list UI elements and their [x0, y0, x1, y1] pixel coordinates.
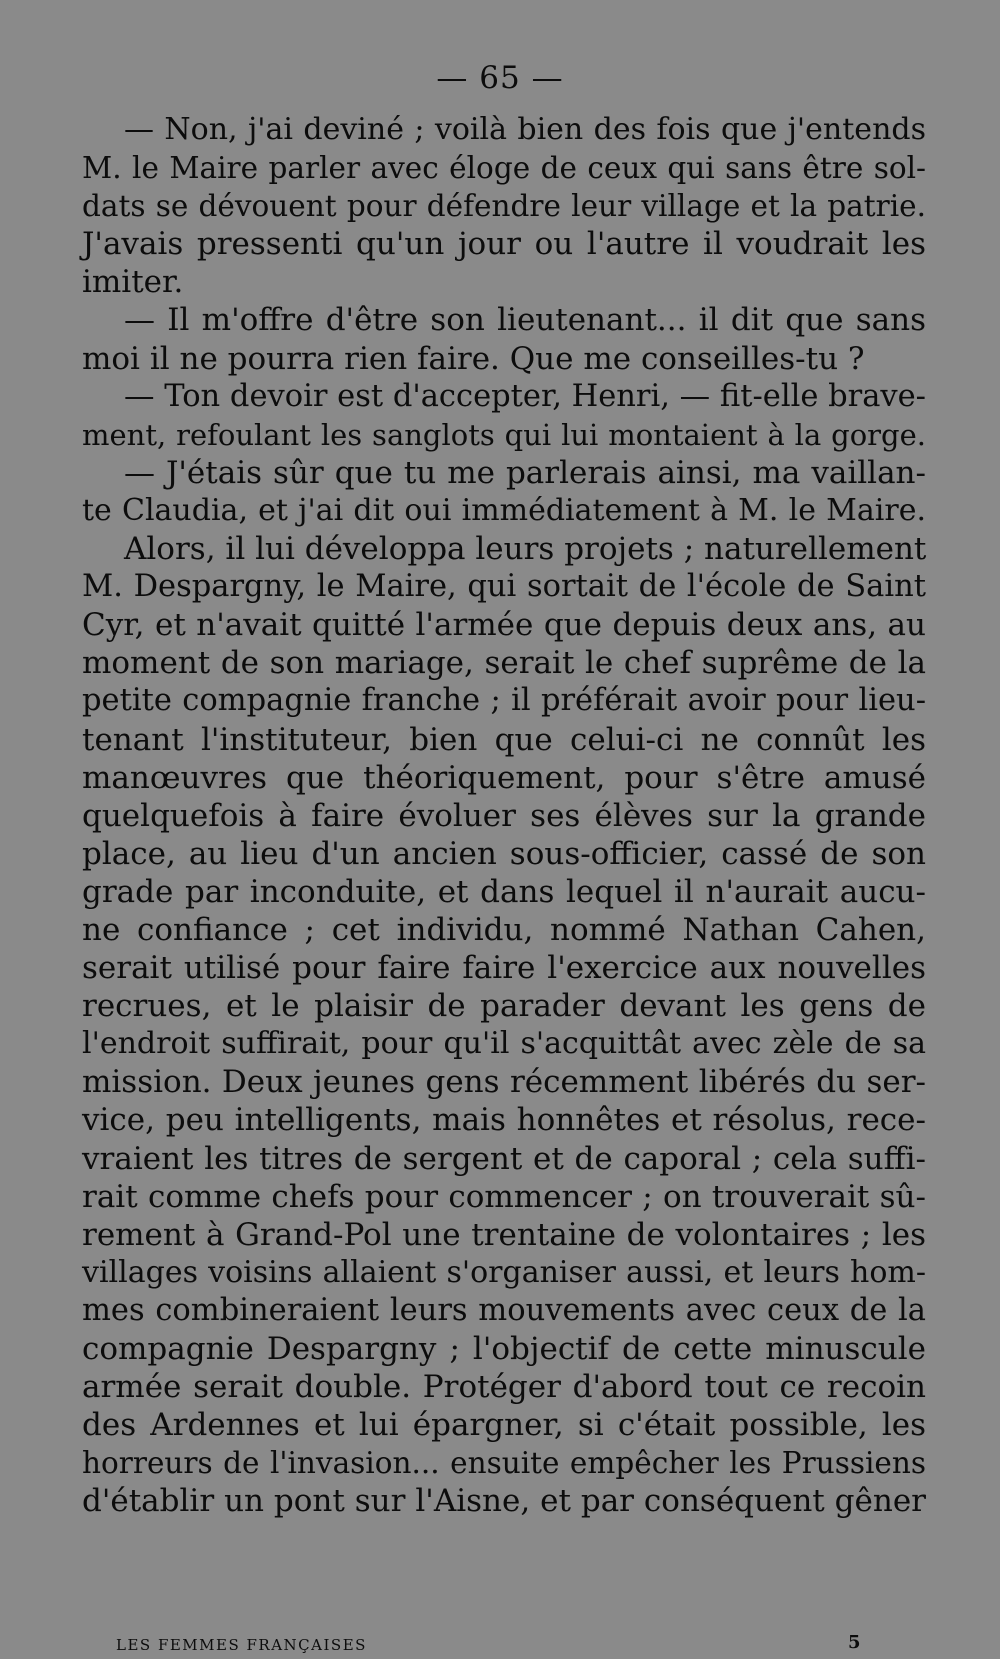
- text-line: recrues, et le plaisir de parader devant les gens de: [82, 988, 926, 1025]
- text-line: rait comme chefs pour commencer ; on trouverait sû-: [82, 1178, 926, 1215]
- text-line: moi il ne pourra rien faire. Que me conseilles-tu ?: [82, 340, 865, 377]
- text-line: Cyr, et n'avait quitté l'armée que depuis deux ans, au: [82, 607, 926, 644]
- text-line: ment, refoulant les sanglots qui lui montaient à la gorge.: [82, 417, 926, 452]
- text-line: imiter.: [82, 264, 184, 301]
- text-line: villages voisins allaient s'organiser aussi, et leurs hom-: [82, 1254, 926, 1290]
- page-number: — 65 —: [436, 60, 564, 96]
- text-line: des Ardennes et lui épargner, si c'était possible, les: [82, 1407, 926, 1444]
- text-line: compagnie Despargny ; l'objectif de cette minuscule: [82, 1331, 926, 1367]
- text-line: quelquefois à faire évoluer ses élèves sur la grande: [82, 797, 926, 834]
- text-line: vice, peu intelligents, mais honnêtes et résolus, rece-: [82, 1102, 926, 1139]
- text-line: moment de son mariage, serait le chef suprême de la: [82, 645, 926, 682]
- text-line: grade par inconduite, et dans lequel il n'aurait aucu-: [82, 873, 926, 910]
- text-line: manœuvres que théoriquement, pour s'être amusé: [82, 759, 926, 796]
- text-line: — J'étais sûr que tu me parlerais ainsi, ma vaillan-: [124, 454, 926, 491]
- text-line: — Non, j'ai deviné ; voilà bien des fois que j'entends: [124, 112, 926, 147]
- text-line: — Il m'offre d'être son lieutenant... il dit que sans: [124, 302, 926, 339]
- text-line: te Claudia, et j'ai dit oui immédiatement à M. le Maire.: [82, 492, 926, 528]
- text-line: serait utilisé pour faire faire l'exercice aux nouvelles: [82, 950, 926, 987]
- text-line: place, au lieu d'un ancien sous-officier, cassé de son: [82, 835, 926, 872]
- text-line: horreurs de l'invasion... ensuite empêcher les Prussiens: [82, 1446, 926, 1481]
- text-line: l'endroit suffirait, pour qu'il s'acquittât avec zèle de sa: [82, 1026, 926, 1062]
- text-line: vraient les titres de sergent et de caporal ; cela suffi-: [82, 1140, 926, 1177]
- signature-mark: 5: [848, 1632, 861, 1653]
- text-line: J'avais pressenti qu'un jour ou l'autre il voudrait les: [82, 226, 926, 263]
- text-line: M. le Maire parler avec éloge de ceux qui sans être sol-: [82, 151, 926, 186]
- text-line: d'établir un pont sur l'Aisne, et par conséquent gêner: [82, 1483, 926, 1520]
- text-line: M. Despargny, le Maire, qui sortait de l'école de Saint: [82, 569, 926, 605]
- text-line: petite compagnie franche ; il préférait avoir pour lieu-: [82, 683, 926, 719]
- text-line: rement à Grand-Pol une trentaine de volontaires ; les: [82, 1216, 926, 1253]
- text-line: Alors, il lui développa leurs projets ; naturellement: [124, 531, 927, 568]
- text-line: mes combineraient leurs mouvements avec ceux de la: [82, 1292, 926, 1328]
- text-line: dats se dévouent pour défendre leur village et la patrie.: [82, 189, 926, 224]
- text-line: armée serait double. Protéger d'abord tout ce recoin: [82, 1369, 926, 1406]
- text-line: — Ton devoir est d'accepter, Henri, — fit-elle brave-: [124, 378, 926, 414]
- body-text: [82, 111, 926, 1520]
- running-title: LES FEMMES FRANÇAISES: [116, 1636, 367, 1654]
- text-line: mission. Deux jeunes gens récemment libérés du ser-: [82, 1064, 926, 1101]
- text-line: ne confiance ; cet individu, nommé Nathan Cahen,: [82, 911, 926, 948]
- text-line: tenant l'instituteur, bien que celui-ci ne connût les: [82, 721, 926, 758]
